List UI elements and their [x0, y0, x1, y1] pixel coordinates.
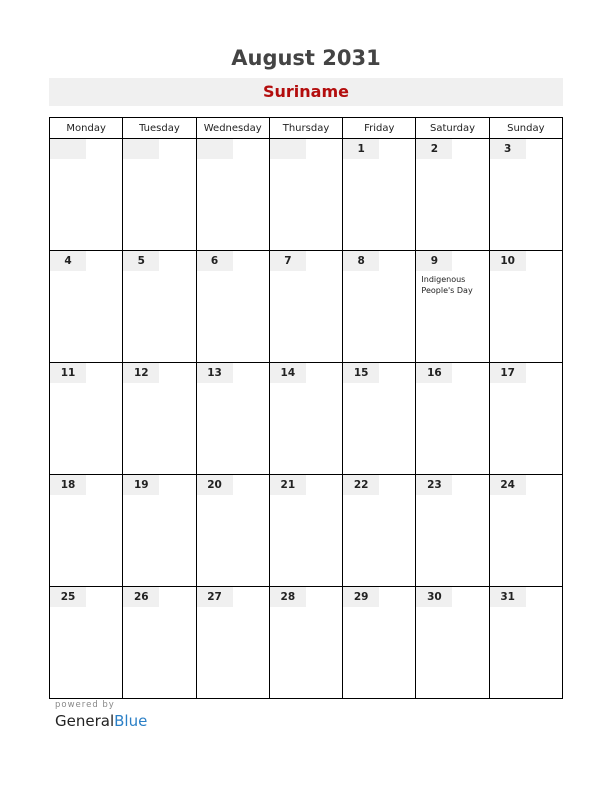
day-number: 23 [416, 475, 452, 495]
day-number: 27 [197, 587, 233, 607]
day-cell [50, 475, 123, 587]
day-number: 24 [490, 475, 526, 495]
weekday-monday: Monday [50, 118, 123, 139]
day-number: 17 [490, 363, 526, 383]
day-cell [269, 139, 342, 251]
day-number: 26 [123, 587, 159, 607]
day-cell [343, 139, 416, 251]
calendar-title: August 2031 [231, 46, 381, 70]
day-cell [50, 139, 123, 251]
day-number: 8 [343, 251, 379, 271]
country-banner [49, 78, 563, 106]
day-cell [343, 363, 416, 475]
day-cell [269, 251, 342, 363]
day-cell [416, 363, 489, 475]
day-number: 25 [50, 587, 86, 607]
day-number: 14 [270, 363, 306, 383]
day-number: 5 [123, 251, 159, 271]
day-cell [269, 363, 342, 475]
day-number: 3 [490, 139, 526, 159]
brand-name-part2: Blue [114, 712, 148, 730]
day-cell [50, 363, 123, 475]
day-cell [123, 139, 196, 251]
day-number: 31 [490, 587, 526, 607]
day-number: 11 [50, 363, 86, 383]
powered-by-text: powered by [55, 700, 115, 710]
day-cell [489, 475, 562, 587]
weekday-tuesday: Tuesday [123, 118, 196, 139]
day-number [197, 139, 233, 159]
week-row [50, 363, 563, 475]
weekday-thursday: Thursday [269, 118, 342, 139]
day-cell [416, 251, 489, 363]
day-cell [123, 251, 196, 363]
day-cell [196, 251, 269, 363]
calendar-grid [49, 117, 563, 699]
day-number: 22 [343, 475, 379, 495]
day-cell [489, 139, 562, 251]
day-cell [50, 587, 123, 699]
week-row [50, 251, 563, 363]
day-cell [50, 251, 123, 363]
day-cell [123, 587, 196, 699]
day-cell [489, 363, 562, 475]
footer [55, 700, 147, 730]
weekday-friday: Friday [343, 118, 416, 139]
day-number: 29 [343, 587, 379, 607]
day-cell [196, 475, 269, 587]
day-cell [489, 251, 562, 363]
day-number [123, 139, 159, 159]
day-cell [416, 587, 489, 699]
day-cell [123, 475, 196, 587]
day-number [50, 139, 86, 159]
day-number: 15 [343, 363, 379, 383]
day-number: 16 [416, 363, 452, 383]
day-number: 18 [50, 475, 86, 495]
day-number: 20 [197, 475, 233, 495]
weekday-header-row [50, 118, 563, 139]
week-row [50, 475, 563, 587]
day-cell [196, 139, 269, 251]
day-cell [343, 475, 416, 587]
day-number: 9 [416, 251, 452, 271]
holiday-label: People's Day [421, 286, 473, 295]
day-number: 10 [490, 251, 526, 271]
holiday-label: Indigenous [421, 275, 466, 284]
weekday-sunday: Sunday [489, 118, 562, 139]
weekday-saturday: Saturday [416, 118, 489, 139]
day-cell [123, 363, 196, 475]
day-number: 4 [50, 251, 86, 271]
day-number: 1 [343, 139, 379, 159]
day-number: 19 [123, 475, 159, 495]
week-row [50, 587, 563, 699]
day-cell [416, 475, 489, 587]
day-cell [269, 475, 342, 587]
day-number: 21 [270, 475, 306, 495]
day-cell [196, 363, 269, 475]
day-number: 13 [197, 363, 233, 383]
country-name: Suriname [263, 82, 349, 101]
brand-name-part1: General [55, 712, 115, 730]
day-cell [416, 139, 489, 251]
day-number: 12 [123, 363, 159, 383]
day-number: 30 [416, 587, 452, 607]
day-cell [343, 587, 416, 699]
day-cell [343, 251, 416, 363]
day-cell [269, 587, 342, 699]
day-number: 28 [270, 587, 306, 607]
brand-logo [55, 712, 147, 730]
day-number: 2 [416, 139, 452, 159]
weekday-wednesday: Wednesday [196, 118, 269, 139]
day-cell [196, 587, 269, 699]
day-number: 6 [197, 251, 233, 271]
day-number: 7 [270, 251, 306, 271]
day-number [270, 139, 306, 159]
day-cell [489, 587, 562, 699]
week-row [50, 139, 563, 251]
